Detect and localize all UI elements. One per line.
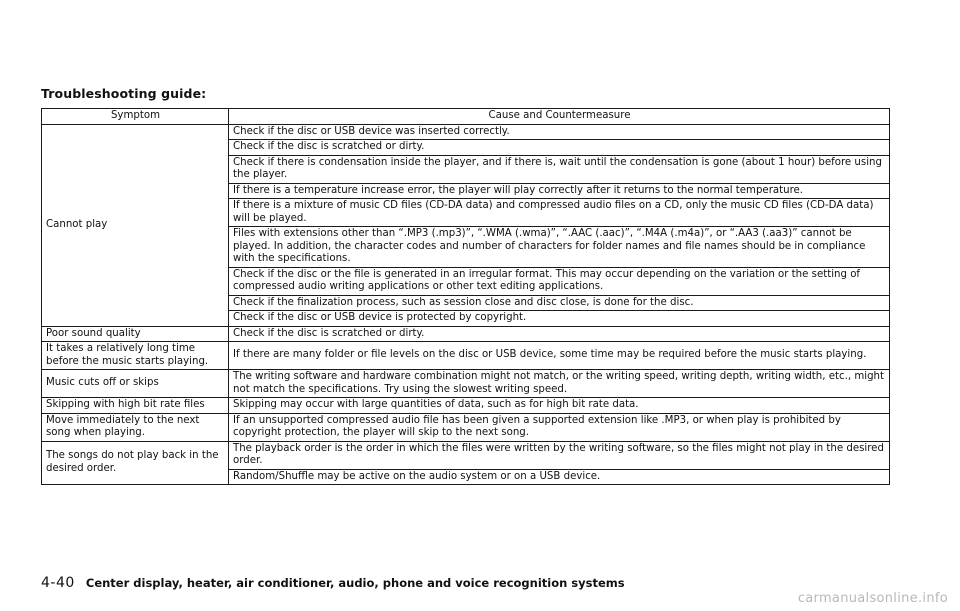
table-row (42, 370, 890, 398)
cause-cell: If there is a mixture of music CD files (CD-DA data) and compressed audio files on a CD, only the music CD files (CD-DA data) will be played. (229, 199, 890, 227)
table-row (42, 342, 890, 370)
cause-cell: Skipping may occur with large quantities of data, such as for high bit rate data. (229, 398, 890, 414)
cause-cell: Random/Shuffle may be active on the audio system or on a USB device. (229, 469, 890, 485)
footer-section-title: Center display, heater, air conditioner, audio, phone and voice recognition systems (85, 576, 625, 590)
cause-cell: If there are many folder or file levels on the disc or USB device, some time may be required before the music starts playing. (229, 342, 890, 370)
cause-cell: Check if the disc is scratched or dirty. (229, 326, 890, 342)
symptom-cell: Move immediately to the next song when playing. (42, 413, 229, 441)
troubleshooting-table-container (41, 108, 889, 485)
symptom-cell: The songs do not play back in the desired order. (42, 441, 229, 485)
cause-cell: Check if the disc is scratched or dirty. (229, 140, 890, 156)
cause-cell: Check if the disc or the file is generated in an irregular format. This may occur depending on the variation or the setting of compressed audio writing applications or other text editing applications. (229, 267, 890, 295)
cause-cell: Check if there is condensation inside the player, and if there is, wait until the condensation is gone (about 1 hour) before using the player. (229, 155, 890, 183)
table-row (42, 326, 890, 342)
watermark-text: carmanualsonline.info (797, 591, 948, 606)
cause-cell: Check if the finalization process, such as session close and disc close, is done for the disc. (229, 295, 890, 311)
table-body (42, 124, 890, 485)
header-cause: Cause and Countermeasure (229, 109, 890, 125)
table-row (42, 398, 890, 414)
cause-cell: If there is a temperature increase error, the player will play correctly after it returns to the normal temperature. (229, 183, 890, 199)
header-symptom: Symptom (42, 109, 229, 125)
cause-cell: Files with extensions other than “.MP3 (.mp3)”, “.WMA (.wma)”, “.AAC (.aac)”, “.M4A (.m4a)”, or “.AA3 (.aa3)” cannot be played. In addition, the character codes and number of characters for folder names and file names should be in compliance with the specifications. (229, 227, 890, 268)
troubleshooting-table (41, 108, 890, 485)
cause-cell: The playback order is the order in which the files were written by the writing software, so the files might not play in the desired order. (229, 441, 890, 469)
symptom-cell: Music cuts off or skips (42, 370, 229, 398)
table-header-row (42, 109, 890, 125)
symptom-cell: Poor sound quality (42, 326, 229, 342)
cause-cell: The writing software and hardware combination might not match, or the writing speed, writing depth, writing width, etc., might not match the specifications. Try using the slowest writing speed. (229, 370, 890, 398)
cause-cell: Check if the disc or USB device is protected by copyright. (229, 311, 890, 327)
cause-cell: If an unsupported compressed audio file has been given a supported extension like .MP3, or when play is prohibited by copyright protection, the player will skip to the next song. (229, 413, 890, 441)
table-row (42, 413, 890, 441)
table-row (42, 441, 890, 469)
table-row (42, 124, 890, 140)
page-footer (41, 572, 625, 591)
cause-cell: Check if the disc or USB device was inserted correctly. (229, 124, 890, 140)
symptom-cell: Skipping with high bit rate files (42, 398, 229, 414)
symptom-cell: It takes a relatively long time before the music starts playing. (42, 342, 229, 370)
page-heading: Troubleshooting guide: (41, 86, 207, 101)
page-number: 4-40 (41, 575, 75, 591)
symptom-cell: Cannot play (42, 124, 229, 326)
